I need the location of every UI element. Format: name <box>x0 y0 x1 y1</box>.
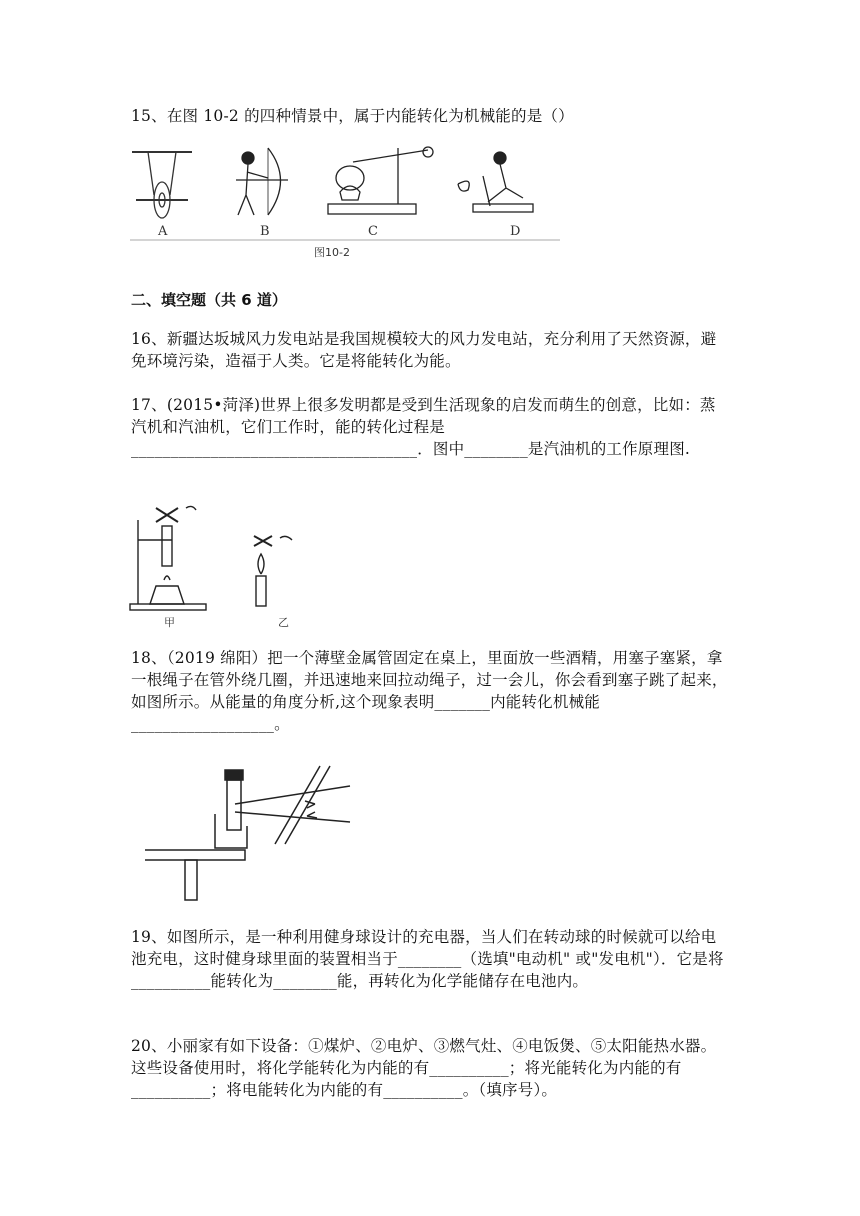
question-20: 20、小丽家有如下设备：①煤炉、②电炉、③燃气灶、④电饭煲、⑤太阳能热水器。这些设备使用时，将化学能转化为内能的有__________；将光能转化为内能的有__________；将电能转化为内能的有__________。（填序号）。 <box>131 1037 717 1099</box>
figure-a-pendulum-icon <box>132 152 192 218</box>
figure-d-fire-drill-icon <box>458 152 533 212</box>
section-title: 二、填空题（共 6 道） <box>131 291 287 309</box>
figure-metal-tube <box>145 764 355 904</box>
figure-jia-steam-icon <box>130 506 206 610</box>
figure-yi-candle-icon <box>254 536 292 606</box>
question-17: 17、(2015•菏泽)世界上很多发明都是受到生活现象的启发而萌生的创意，比如：蒸汽机和汽油机，它们工作时，能的转化过程是____________________________________．图中________是汽油机的工作原理图. <box>131 396 716 458</box>
figure-b-archer-icon <box>236 148 288 215</box>
question-16: 16、新疆达坂城风力发电站是我国规模较大的风力发电站，充分利用了天然资源，避免环境污染，造福于人类。它是将能转化为能。 <box>131 330 717 370</box>
figure-10-2 <box>128 140 568 260</box>
figure-label-c: C <box>368 224 378 239</box>
figure-label-a: A <box>158 224 168 239</box>
figure-label-d: D <box>510 224 521 239</box>
question-19: 19、如图所示，是一种利用健身球设计的充电器，当人们在转动球的时候就可以给电池充电，这时健身球里面的装置相当于________（选填"电动机" 或"发电机"）．它是将__________能转化为________能，再转化为化学能储存在电池内。 <box>131 928 724 990</box>
figure-10-2-caption: 图10-2 <box>314 246 350 259</box>
question-18: 18、（2019 绵阳）把一个薄壁金属管固定在桌上，里面放一些酒精，用塞子塞紧，拿一根绳子在管外绕几圈，并迅速地来回拉动绳子，过一会儿，你会看到塞子跳了起来，如图所示。从能量的角度分析,这个现象表明_______内能转化机械能__________________。 <box>131 649 728 733</box>
figure-label-jia: 甲 <box>164 616 175 628</box>
question-15: 15、在图 10-2 的四种情景中，属于内能转化为机械能的是（） <box>131 107 574 125</box>
figure-c-flask-icon <box>328 147 433 214</box>
figure-jia-yi <box>128 498 308 628</box>
figure-label-yi: 乙 <box>278 616 289 628</box>
figure-rope-tube-icon <box>145 766 350 900</box>
figure-label-b: B <box>260 224 270 239</box>
